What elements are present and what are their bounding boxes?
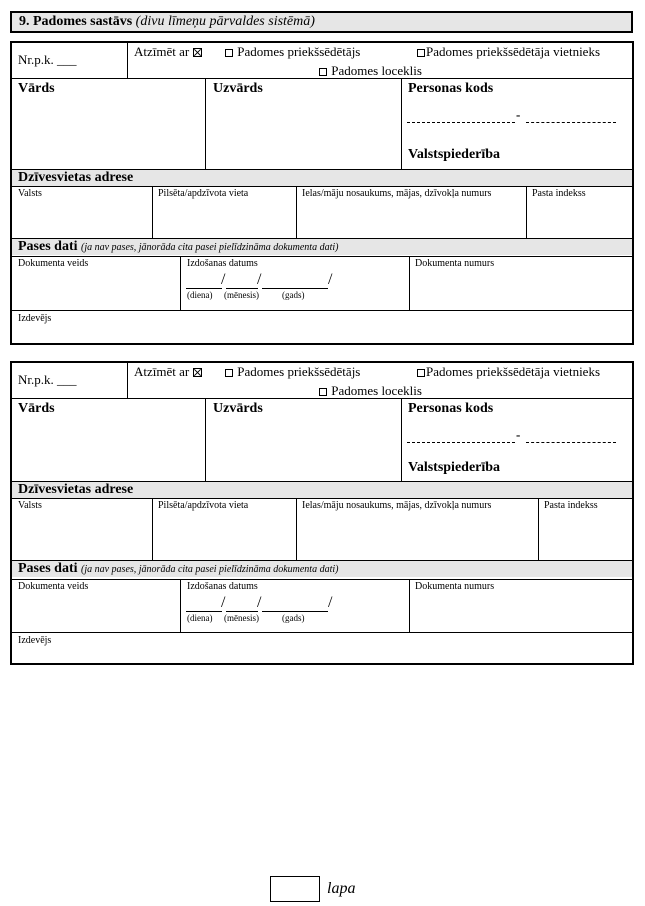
passport-note: (ja nav pases, jānorāda cita pasei pielīdzināma dokumenta dati) [81, 564, 339, 575]
city-field[interactable]: Pilsēta/apdzīvota vieta [158, 500, 249, 511]
checkbox-chairman[interactable] [225, 49, 233, 57]
role-vice-option[interactable] [416, 44, 600, 60]
passport-header-label: Pases dati [18, 239, 78, 254]
personal-code-label: Personas kods [408, 81, 494, 96]
role-vice-option[interactable] [416, 364, 600, 380]
country-field[interactable]: Valsts [18, 188, 42, 199]
issuer-field[interactable]: Izdevējs [18, 313, 52, 324]
section-title [19, 14, 315, 30]
role-member-label: Padomes loceklis [331, 383, 422, 398]
checkbox-vice[interactable] [417, 49, 425, 57]
citizenship-label: Valstspiederība [408, 460, 501, 475]
page-label: lapa [327, 880, 356, 897]
year-caption: (gads) [282, 613, 305, 623]
personal-code-label: Personas kods [408, 401, 494, 416]
role-vice-label: Padomes priekšsēdētāja vietnieks [426, 364, 601, 379]
member-block-2: Nr.p.k. ___ Atzīmēt ar Padomes priekšsēdētājs Padomes priekšsēdētāja vietnieks Padomes loceklis Vārds Uzvārds Personas kods - Valstspiederība Dzīvesvietas adrese Valsts Pilsēta/apdzīvota vieta Ielas/māju nosaukums, mājas, dzīvokļa numurs Pasta indekss Pases dati (ja nav pases, jānorāda cita pasei pielīdzināma dokumenta dati) Dokumenta veids Izdošanas datums / / / (diena) (mēnesis) (gads) Dokumenta numurs Izdevējs [10, 361, 634, 665]
month-caption: (mēnesis) [224, 613, 259, 623]
doc-type-field[interactable]: Dokumenta veids [18, 258, 89, 269]
role-chairman-label: Padomes priekšsēdētājs [237, 364, 361, 379]
role-chairman-option[interactable] [224, 44, 360, 60]
role-member-option[interactable] [318, 383, 422, 399]
day-caption: (diena) [187, 613, 213, 623]
member-block-1: Nr.p.k. ___ Atzīmēt ar Padomes priekšsēdētājs Padomes priekšsēdētāja vietnieks Padomes loceklis Vārds Uzvārds Personas kods - Valstspiederība Dzīvesvietas adrese Valsts Pilsēta/apdzīvota vieta Ielas/māju nosaukums, mājas, dzīvokļa numurs Pasta indekss Pases dati (ja nav pases, jānorāda cita pasei pielīdzināma dokumenta dati) Dokumenta veids Izdošanas datums / / / (diena) (mēnesis) (gads) Dokumenta numurs Izdevējs [10, 41, 634, 345]
street-field[interactable]: Ielas/māju nosaukums, mājas, dzīvokļa numurs [302, 500, 492, 511]
checkbox-member[interactable] [319, 388, 327, 396]
nr-label[interactable]: Nr.p.k. ___ [18, 52, 77, 67]
first-name-label: Vārds [18, 401, 55, 416]
role-chairman-option[interactable] [224, 364, 360, 380]
section-title-sub: (divu līmeņu pārvaldes sistēmā) [135, 14, 315, 29]
doc-number-field[interactable]: Dokumenta numurs [415, 258, 495, 269]
issuer-field[interactable]: Izdevējs [18, 635, 52, 646]
mark-label: Atzīmēt ar [134, 44, 190, 59]
section-title-bar [10, 11, 633, 33]
nr-label[interactable]: Nr.p.k. ___ [18, 372, 77, 387]
last-name-label: Uzvārds [213, 81, 263, 96]
address-header: Dzīvesvietas adrese [18, 170, 134, 185]
doc-number-field[interactable]: Dokumenta numurs [415, 581, 495, 592]
postal-field[interactable]: Pasta indekss [532, 188, 586, 199]
address-header: Dzīvesvietas adrese [18, 482, 134, 497]
passport-header [18, 561, 338, 577]
country-field[interactable]: Valsts [18, 500, 42, 511]
role-member-label: Padomes loceklis [331, 63, 422, 78]
passport-header [18, 239, 338, 255]
last-name-label: Uzvārds [213, 401, 263, 416]
year-caption: (gads) [282, 290, 305, 300]
role-vice-label: Padomes priekšsēdētāja vietnieks [426, 44, 601, 59]
role-selection [134, 44, 203, 60]
checkbox-chairman[interactable] [225, 369, 233, 377]
checkbox-vice[interactable] [417, 369, 425, 377]
issue-date-label: Izdošanas datums [187, 258, 258, 269]
postal-field[interactable]: Pasta indekss [544, 500, 598, 511]
month-caption: (mēnesis) [224, 290, 259, 300]
city-field[interactable]: Pilsēta/apdzīvota vieta [158, 188, 249, 199]
checkbox-example-icon [193, 48, 202, 57]
passport-header-label: Pases dati [18, 561, 78, 576]
role-chairman-label: Padomes priekšsēdētājs [237, 44, 361, 59]
first-name-label: Vārds [18, 81, 55, 96]
day-caption: (diena) [187, 290, 213, 300]
mark-label: Atzīmēt ar [134, 364, 190, 379]
passport-note: (ja nav pases, jānorāda cita pasei pielīdzināma dokumenta dati) [81, 242, 339, 253]
doc-type-field[interactable]: Dokumenta veids [18, 581, 89, 592]
street-field[interactable]: Ielas/māju nosaukums, mājas, dzīvokļa numurs [302, 188, 492, 199]
citizenship-label: Valstspiederība [408, 147, 501, 162]
role-selection [134, 364, 203, 380]
role-member-option[interactable] [318, 63, 422, 79]
page-number-field[interactable] [270, 876, 320, 902]
section-title-main: 9. Padomes sastāvs [19, 14, 133, 29]
checkbox-example-icon [193, 368, 202, 377]
issue-date-label: Izdošanas datums [187, 581, 258, 592]
checkbox-member[interactable] [319, 68, 327, 76]
